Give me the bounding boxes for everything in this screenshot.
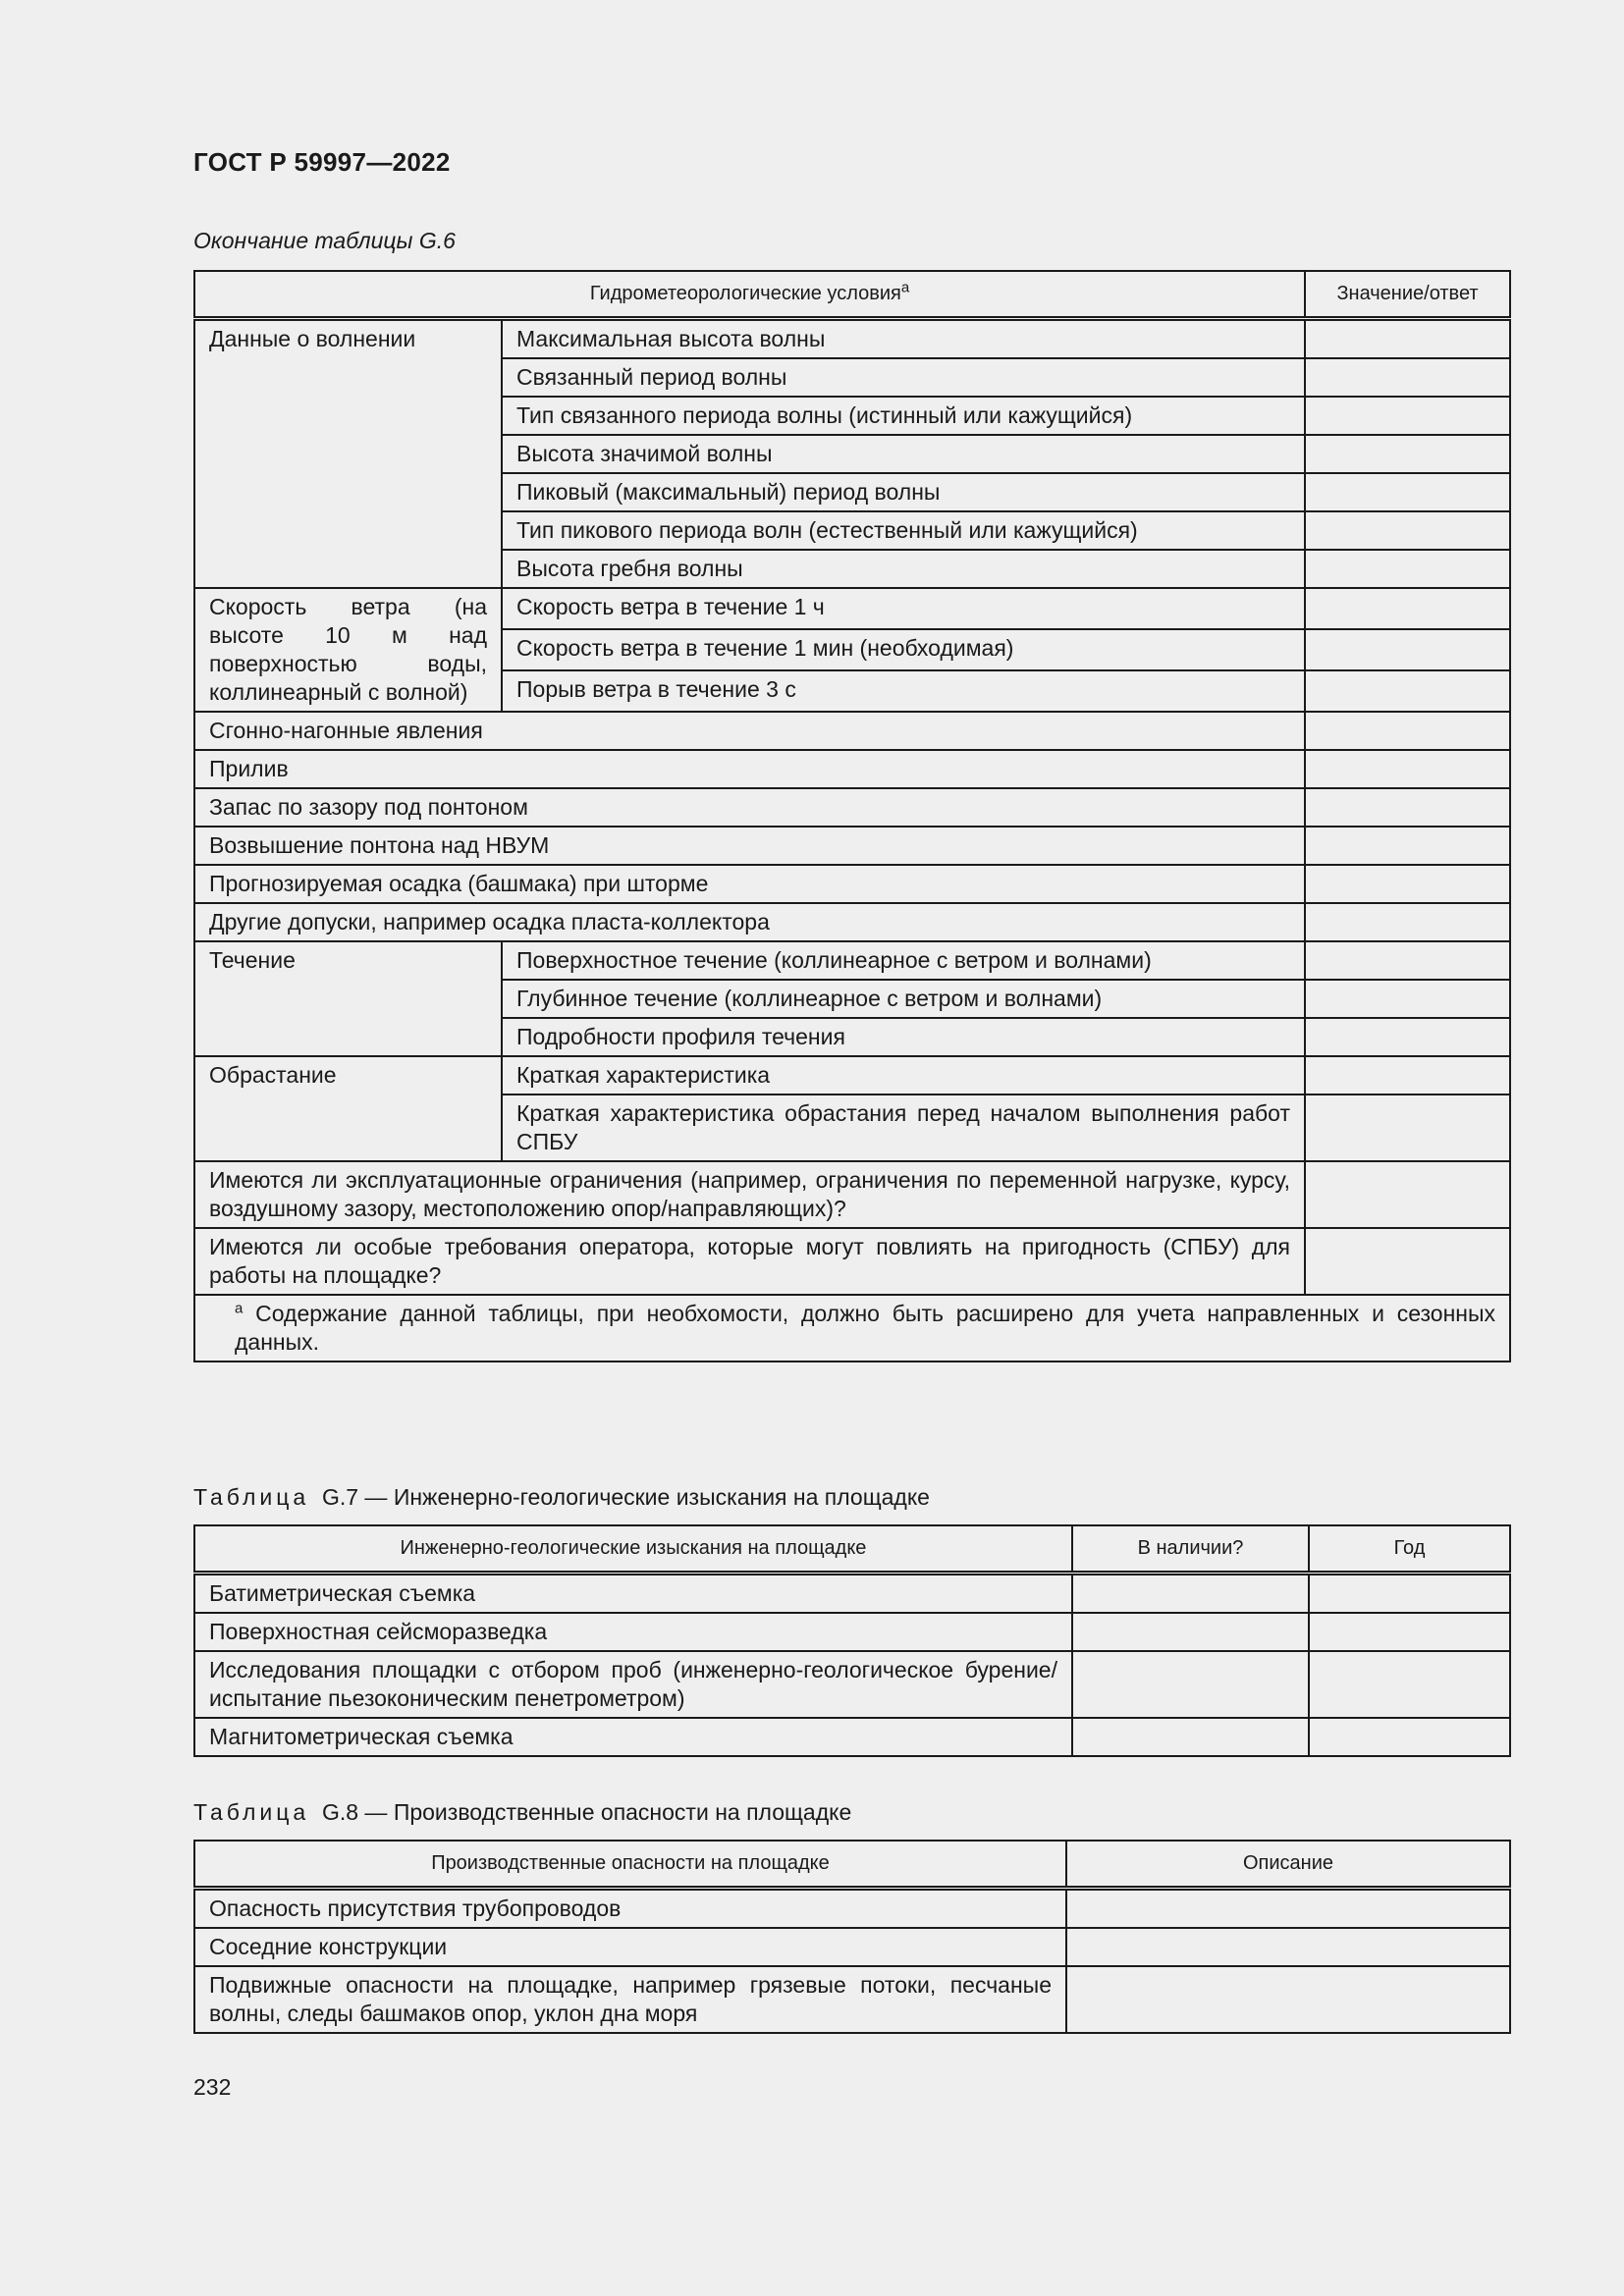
- value-cell[interactable]: [1305, 941, 1510, 980]
- description-cell[interactable]: [1066, 1966, 1510, 2033]
- value-cell[interactable]: [1305, 435, 1510, 473]
- table-g8-caption: Таблица G.8 — Производственные опасности на площадке: [193, 1799, 852, 1825]
- row-label: Высота гребня волны: [502, 550, 1305, 588]
- table-g7: [193, 1524, 1511, 1757]
- row-label: Максимальная высота волны: [502, 319, 1305, 359]
- table-g6-continuation-caption: Окончание таблицы G.6: [193, 228, 456, 253]
- table-row: [194, 1056, 1510, 1095]
- row-label: Краткая характеристика: [502, 1056, 1305, 1095]
- value-cell[interactable]: [1305, 1228, 1510, 1295]
- value-cell[interactable]: [1305, 511, 1510, 550]
- row-label: Прогнозируемая осадка (башмака) при шторме: [194, 865, 1305, 903]
- table-row: [194, 1651, 1510, 1718]
- description-cell[interactable]: [1066, 1889, 1510, 1929]
- question-operational-limits: Имеются ли эксплуатационные ограничения (например, ограничения по переменной нагрузке, курсу, воздушному зазору, местоположению опор/направляющих)?: [194, 1161, 1305, 1228]
- row-label: Подвижные опасности на площадке, например грязевые потоки, песчаные волны, следы башмаков опор, уклон дна моря: [194, 1966, 1066, 2033]
- row-label: Скорость ветра в течение 1 мин (необходимая): [502, 629, 1305, 670]
- table-row: [194, 588, 1510, 629]
- table-footnote-row: [194, 1295, 1510, 1362]
- description-cell[interactable]: [1066, 1928, 1510, 1966]
- table-row: [194, 903, 1510, 941]
- value-cell[interactable]: [1305, 1018, 1510, 1056]
- header-description: Описание: [1066, 1841, 1510, 1889]
- available-cell[interactable]: [1072, 1718, 1309, 1756]
- table-row: [194, 1928, 1510, 1966]
- value-cell[interactable]: [1305, 750, 1510, 788]
- row-label: Запас по зазору под понтоном: [194, 788, 1305, 827]
- row-label: Сгонно-нагонные явления: [194, 712, 1305, 750]
- header-available: В наличии?: [1072, 1525, 1309, 1574]
- group-wave: Данные о волнении: [194, 319, 502, 589]
- table-row: [194, 1228, 1510, 1295]
- value-cell[interactable]: [1305, 588, 1510, 629]
- header-survey: Инженерно-геологические изыскания на площадке: [194, 1525, 1072, 1574]
- value-cell[interactable]: [1305, 550, 1510, 588]
- table-g8: [193, 1840, 1511, 2034]
- table-row: [194, 1161, 1510, 1228]
- row-label: Скорость ветра в течение 1 ч: [502, 588, 1305, 629]
- table-row: [194, 1966, 1510, 2033]
- table-row: [194, 865, 1510, 903]
- row-label: Порыв ветра в течение 3 с: [502, 670, 1305, 712]
- table-row: [194, 1574, 1510, 1614]
- row-label: Другие допуски, например осадка пласта-коллектора: [194, 903, 1305, 941]
- table-row: [194, 712, 1510, 750]
- header-year: Год: [1309, 1525, 1510, 1574]
- available-cell[interactable]: [1072, 1651, 1309, 1718]
- row-label: Поверхностное течение (коллинеарное с ветром и волнами): [502, 941, 1305, 980]
- table-g7-caption: Таблица G.7 — Инженерно-геологические изыскания на площадке: [193, 1484, 930, 1510]
- value-cell[interactable]: [1305, 1095, 1510, 1161]
- group-fouling: Обрастание: [194, 1056, 502, 1161]
- value-cell[interactable]: [1305, 473, 1510, 511]
- question-operator-requirements: Имеются ли особые требования оператора, которые могут повлиять на пригодность (СПБУ) для работы на площадке?: [194, 1228, 1305, 1295]
- row-label: Тип пикового периода волн (естественный или кажущийся): [502, 511, 1305, 550]
- value-cell[interactable]: [1305, 903, 1510, 941]
- table-row: [194, 941, 1510, 980]
- value-cell[interactable]: [1305, 358, 1510, 397]
- year-cell[interactable]: [1309, 1574, 1510, 1614]
- year-cell[interactable]: [1309, 1718, 1510, 1756]
- row-label: Глубинное течение (коллинеарное с ветром и волнами): [502, 980, 1305, 1018]
- document-header: ГОСТ Р 59997—2022: [193, 147, 451, 177]
- header-value: Значение/ответ: [1305, 271, 1510, 319]
- row-label: Тип связанного периода волны (истинный или кажущийся): [502, 397, 1305, 435]
- row-label: Краткая характеристика обрастания перед началом выполнения работ СПБУ: [502, 1095, 1305, 1161]
- row-label: Исследования площадки с отбором проб (инженерно-геологическое бурение/испытание пьезоконическим пенетрометром): [194, 1651, 1072, 1718]
- value-cell[interactable]: [1305, 712, 1510, 750]
- row-label: Подробности профиля течения: [502, 1018, 1305, 1056]
- row-label: Связанный период волны: [502, 358, 1305, 397]
- value-cell[interactable]: [1305, 397, 1510, 435]
- row-label: Высота значимой волны: [502, 435, 1305, 473]
- row-label: Соседние конструкции: [194, 1928, 1066, 1966]
- year-cell[interactable]: [1309, 1651, 1510, 1718]
- row-label: Возвышение понтона над НВУМ: [194, 827, 1305, 865]
- value-cell[interactable]: [1305, 865, 1510, 903]
- value-cell[interactable]: [1305, 788, 1510, 827]
- value-cell[interactable]: [1305, 980, 1510, 1018]
- row-label: Магнитометрическая съемка: [194, 1718, 1072, 1756]
- table-footnote: $^a$ Содержание данной таблицы, при необхомости, должно быть расширено для учета направленных и сезонных данных.: [194, 1295, 1510, 1362]
- row-label: Опасность присутствия трубопроводов: [194, 1889, 1066, 1929]
- value-cell[interactable]: [1305, 629, 1510, 670]
- row-label: Батиметрическая съемка: [194, 1574, 1072, 1614]
- row-label: Поверхностная сейсморазведка: [194, 1613, 1072, 1651]
- table-row: [194, 1613, 1510, 1651]
- table-row: [194, 319, 1510, 359]
- year-cell[interactable]: [1309, 1613, 1510, 1651]
- value-cell[interactable]: [1305, 1161, 1510, 1228]
- available-cell[interactable]: [1072, 1613, 1309, 1651]
- value-cell[interactable]: [1305, 319, 1510, 359]
- table-row: [194, 827, 1510, 865]
- value-cell[interactable]: [1305, 670, 1510, 712]
- group-wind: Скорость ветра (на высоте 10 м над поверхностью воды, коллинеарный с волной): [194, 588, 502, 712]
- available-cell[interactable]: [1072, 1574, 1309, 1614]
- header-hazard: Производственные опасности на площадке: [194, 1841, 1066, 1889]
- header-conditions: Гидрометеорологические условия$^a$: [194, 271, 1305, 319]
- page-number: 232: [193, 2074, 232, 2100]
- row-label: Прилив: [194, 750, 1305, 788]
- table-row: [194, 788, 1510, 827]
- value-cell[interactable]: [1305, 1056, 1510, 1095]
- table-g6: [193, 270, 1511, 1362]
- table-row: [194, 750, 1510, 788]
- table-row: [194, 1889, 1510, 1929]
- row-label: Пиковый (максимальный) период волны: [502, 473, 1305, 511]
- group-current: Течение: [194, 941, 502, 1056]
- table-row: [194, 1718, 1510, 1756]
- value-cell[interactable]: [1305, 827, 1510, 865]
